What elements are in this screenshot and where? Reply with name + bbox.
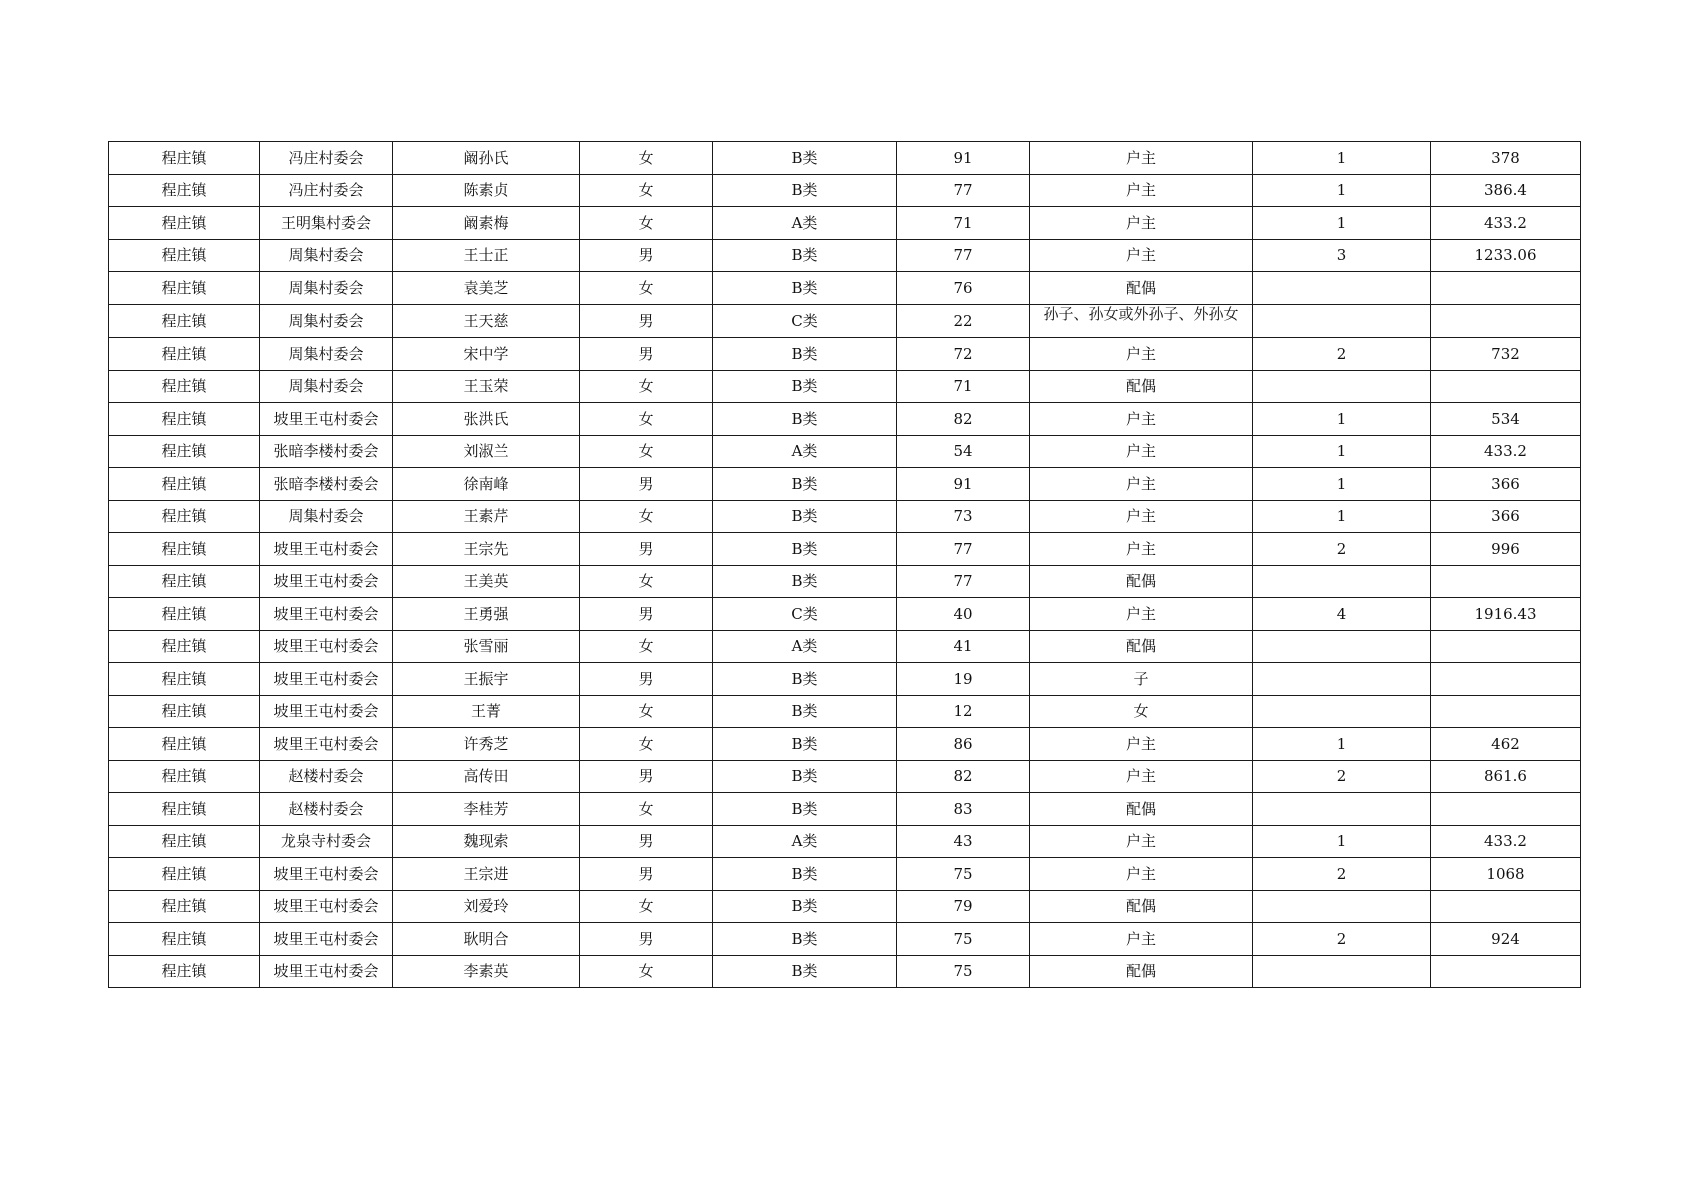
relation-cell: 配偶 [1030, 890, 1253, 923]
gender-cell: 女 [580, 403, 713, 436]
category-cell: B类 [713, 468, 897, 501]
gender-cell: 女 [580, 272, 713, 305]
category-cell: C类 [713, 304, 897, 338]
category-cell: B类 [713, 695, 897, 728]
gender-cell: 女 [580, 955, 713, 988]
village-committee-cell: 张暗李楼村委会 [260, 468, 393, 501]
village-committee-cell: 坡里王屯村委会 [260, 403, 393, 436]
gender-cell: 女 [580, 207, 713, 240]
village-committee-cell: 坡里王屯村委会 [260, 890, 393, 923]
category-cell: B类 [713, 858, 897, 891]
roster-table-container [108, 141, 1580, 988]
table-row [109, 338, 1581, 371]
age-cell: 54 [897, 435, 1030, 468]
gender-cell: 女 [580, 500, 713, 533]
town-cell: 程庄镇 [109, 890, 260, 923]
household-size-cell: 3 [1253, 239, 1431, 272]
category-cell: A类 [713, 630, 897, 663]
category-cell: B类 [713, 239, 897, 272]
household-size-cell: 2 [1253, 533, 1431, 566]
amount-cell [1431, 565, 1581, 598]
name-cell: 王宗先 [393, 533, 580, 566]
relation-cell: 户主 [1030, 239, 1253, 272]
name-cell: 耿明合 [393, 923, 580, 956]
table-row [109, 500, 1581, 533]
age-cell: 77 [897, 565, 1030, 598]
relation-cell: 户主 [1030, 142, 1253, 175]
relation-cell: 户主 [1030, 207, 1253, 240]
category-cell: B类 [713, 500, 897, 533]
town-cell: 程庄镇 [109, 955, 260, 988]
gender-cell: 女 [580, 174, 713, 207]
age-cell: 12 [897, 695, 1030, 728]
age-cell: 75 [897, 923, 1030, 956]
name-cell: 王素芹 [393, 500, 580, 533]
household-size-cell: 1 [1253, 825, 1431, 858]
age-cell: 41 [897, 630, 1030, 663]
gender-cell: 女 [580, 890, 713, 923]
category-cell: B类 [713, 760, 897, 793]
table-row [109, 663, 1581, 696]
table-row [109, 142, 1581, 175]
relation-cell: 配偶 [1030, 272, 1253, 305]
category-cell: A类 [713, 207, 897, 240]
gender-cell: 男 [580, 598, 713, 631]
village-committee-cell: 坡里王屯村委会 [260, 728, 393, 761]
name-cell: 王玉荣 [393, 370, 580, 403]
relation-cell: 户主 [1030, 435, 1253, 468]
village-committee-cell: 张暗李楼村委会 [260, 435, 393, 468]
name-cell: 高传田 [393, 760, 580, 793]
amount-cell: 996 [1431, 533, 1581, 566]
age-cell: 75 [897, 858, 1030, 891]
village-committee-cell: 冯庄村委会 [260, 142, 393, 175]
household-size-cell: 1 [1253, 728, 1431, 761]
table-row [109, 923, 1581, 956]
household-size-cell [1253, 272, 1431, 305]
name-cell: 袁美芝 [393, 272, 580, 305]
household-size-cell [1253, 630, 1431, 663]
relation-cell: 配偶 [1030, 630, 1253, 663]
gender-cell: 女 [580, 142, 713, 175]
gender-cell: 女 [580, 630, 713, 663]
town-cell: 程庄镇 [109, 695, 260, 728]
amount-cell: 433.2 [1431, 435, 1581, 468]
category-cell: B类 [713, 565, 897, 598]
town-cell: 程庄镇 [109, 403, 260, 436]
amount-cell: 1916.43 [1431, 598, 1581, 631]
household-size-cell [1253, 565, 1431, 598]
household-size-cell: 2 [1253, 338, 1431, 371]
amount-cell: 433.2 [1431, 207, 1581, 240]
name-cell: 王天慈 [393, 304, 580, 338]
town-cell: 程庄镇 [109, 858, 260, 891]
amount-cell: 534 [1431, 403, 1581, 436]
name-cell: 魏现索 [393, 825, 580, 858]
household-size-cell: 1 [1253, 174, 1431, 207]
category-cell: B类 [713, 142, 897, 175]
category-cell: B类 [713, 890, 897, 923]
relation-cell: 户主 [1030, 468, 1253, 501]
village-committee-cell: 赵楼村委会 [260, 760, 393, 793]
household-size-cell [1253, 663, 1431, 696]
table-row [109, 955, 1581, 988]
village-committee-cell: 坡里王屯村委会 [260, 598, 393, 631]
amount-cell: 462 [1431, 728, 1581, 761]
relation-cell: 户主 [1030, 500, 1253, 533]
name-cell: 许秀芝 [393, 728, 580, 761]
table-row [109, 858, 1581, 891]
household-size-cell: 1 [1253, 435, 1431, 468]
relation-cell: 子 [1030, 663, 1253, 696]
household-size-cell [1253, 890, 1431, 923]
household-size-cell: 2 [1253, 923, 1431, 956]
table-row [109, 370, 1581, 403]
relation-cell: 户主 [1030, 760, 1253, 793]
village-committee-cell: 冯庄村委会 [260, 174, 393, 207]
table-row [109, 728, 1581, 761]
category-cell: B类 [713, 403, 897, 436]
amount-cell: 366 [1431, 468, 1581, 501]
village-committee-cell: 坡里王屯村委会 [260, 955, 393, 988]
name-cell: 张雪丽 [393, 630, 580, 663]
household-size-cell [1253, 955, 1431, 988]
gender-cell: 女 [580, 435, 713, 468]
town-cell: 程庄镇 [109, 272, 260, 305]
amount-cell: 433.2 [1431, 825, 1581, 858]
category-cell: A类 [713, 825, 897, 858]
gender-cell: 女 [580, 565, 713, 598]
gender-cell: 男 [580, 239, 713, 272]
gender-cell: 女 [580, 728, 713, 761]
category-cell: B类 [713, 793, 897, 826]
age-cell: 71 [897, 370, 1030, 403]
village-committee-cell: 周集村委会 [260, 272, 393, 305]
relation-cell: 户主 [1030, 858, 1253, 891]
gender-cell: 男 [580, 825, 713, 858]
gender-cell: 女 [580, 793, 713, 826]
town-cell: 程庄镇 [109, 500, 260, 533]
gender-cell: 男 [580, 468, 713, 501]
age-cell: 77 [897, 174, 1030, 207]
household-size-cell: 1 [1253, 403, 1431, 436]
household-size-cell: 1 [1253, 142, 1431, 175]
table-row [109, 565, 1581, 598]
gender-cell: 男 [580, 923, 713, 956]
relation-cell: 配偶 [1030, 793, 1253, 826]
relation-cell: 配偶 [1030, 565, 1253, 598]
village-committee-cell: 坡里王屯村委会 [260, 533, 393, 566]
household-size-cell [1253, 695, 1431, 728]
gender-cell: 男 [580, 338, 713, 371]
relation-cell: 户主 [1030, 174, 1253, 207]
amount-cell [1431, 630, 1581, 663]
roster-table [108, 141, 1581, 988]
town-cell: 程庄镇 [109, 728, 260, 761]
town-cell: 程庄镇 [109, 663, 260, 696]
village-committee-cell: 周集村委会 [260, 500, 393, 533]
table-row [109, 825, 1581, 858]
table-row [109, 468, 1581, 501]
category-cell: B类 [713, 955, 897, 988]
gender-cell: 女 [580, 695, 713, 728]
name-cell: 李素英 [393, 955, 580, 988]
age-cell: 77 [897, 239, 1030, 272]
name-cell: 王士正 [393, 239, 580, 272]
town-cell: 程庄镇 [109, 239, 260, 272]
category-cell: B类 [713, 923, 897, 956]
amount-cell [1431, 955, 1581, 988]
household-size-cell: 1 [1253, 468, 1431, 501]
table-row [109, 695, 1581, 728]
relation-cell: 户主 [1030, 403, 1253, 436]
town-cell: 程庄镇 [109, 338, 260, 371]
town-cell: 程庄镇 [109, 565, 260, 598]
table-row [109, 174, 1581, 207]
age-cell: 82 [897, 403, 1030, 436]
gender-cell: 女 [580, 370, 713, 403]
table-row [109, 239, 1581, 272]
name-cell: 李桂芳 [393, 793, 580, 826]
name-cell: 宋中学 [393, 338, 580, 371]
table-row [109, 403, 1581, 436]
age-cell: 72 [897, 338, 1030, 371]
amount-cell: 366 [1431, 500, 1581, 533]
gender-cell: 男 [580, 663, 713, 696]
household-size-cell [1253, 370, 1431, 403]
relation-cell: 配偶 [1030, 370, 1253, 403]
relation-cell: 户主 [1030, 825, 1253, 858]
town-cell: 程庄镇 [109, 304, 260, 338]
age-cell: 86 [897, 728, 1030, 761]
name-cell: 王勇强 [393, 598, 580, 631]
town-cell: 程庄镇 [109, 598, 260, 631]
gender-cell: 男 [580, 304, 713, 338]
town-cell: 程庄镇 [109, 207, 260, 240]
village-committee-cell: 赵楼村委会 [260, 793, 393, 826]
age-cell: 73 [897, 500, 1030, 533]
age-cell: 77 [897, 533, 1030, 566]
table-row [109, 207, 1581, 240]
amount-cell [1431, 663, 1581, 696]
relation-cell: 户主 [1030, 533, 1253, 566]
table-row [109, 760, 1581, 793]
town-cell: 程庄镇 [109, 825, 260, 858]
name-cell: 张洪氏 [393, 403, 580, 436]
age-cell: 83 [897, 793, 1030, 826]
relation-cell: 配偶 [1030, 955, 1253, 988]
town-cell: 程庄镇 [109, 533, 260, 566]
category-cell: B类 [713, 533, 897, 566]
household-size-cell [1253, 793, 1431, 826]
age-cell: 91 [897, 142, 1030, 175]
name-cell: 陈素贞 [393, 174, 580, 207]
relation-cell: 孙子、孙女或外孙子、外孙女 [1030, 304, 1253, 338]
village-committee-cell: 龙泉寺村委会 [260, 825, 393, 858]
table-row [109, 272, 1581, 305]
village-committee-cell: 周集村委会 [260, 239, 393, 272]
village-committee-cell: 坡里王屯村委会 [260, 630, 393, 663]
age-cell: 79 [897, 890, 1030, 923]
name-cell: 徐南峰 [393, 468, 580, 501]
name-cell: 刘淑兰 [393, 435, 580, 468]
amount-cell [1431, 890, 1581, 923]
age-cell: 82 [897, 760, 1030, 793]
name-cell: 阚素梅 [393, 207, 580, 240]
relation-cell: 户主 [1030, 923, 1253, 956]
table-row [109, 533, 1581, 566]
amount-cell: 378 [1431, 142, 1581, 175]
relation-cell: 户主 [1030, 338, 1253, 371]
name-cell: 王美英 [393, 565, 580, 598]
category-cell: C类 [713, 598, 897, 631]
age-cell: 75 [897, 955, 1030, 988]
category-cell: B类 [713, 174, 897, 207]
relation-cell: 户主 [1030, 728, 1253, 761]
relation-cell: 女 [1030, 695, 1253, 728]
name-cell: 阚孙氏 [393, 142, 580, 175]
table-row [109, 598, 1581, 631]
age-cell: 22 [897, 304, 1030, 338]
amount-cell: 861.6 [1431, 760, 1581, 793]
town-cell: 程庄镇 [109, 142, 260, 175]
household-size-cell: 2 [1253, 760, 1431, 793]
town-cell: 程庄镇 [109, 174, 260, 207]
village-committee-cell: 坡里王屯村委会 [260, 663, 393, 696]
amount-cell: 1068 [1431, 858, 1581, 891]
table-row [109, 793, 1581, 826]
amount-cell: 386.4 [1431, 174, 1581, 207]
relation-cell: 户主 [1030, 598, 1253, 631]
amount-cell [1431, 304, 1581, 338]
town-cell: 程庄镇 [109, 435, 260, 468]
village-committee-cell: 周集村委会 [260, 370, 393, 403]
category-cell: B类 [713, 370, 897, 403]
category-cell: B类 [713, 663, 897, 696]
category-cell: B类 [713, 728, 897, 761]
household-size-cell: 1 [1253, 207, 1431, 240]
age-cell: 19 [897, 663, 1030, 696]
village-committee-cell: 坡里王屯村委会 [260, 565, 393, 598]
gender-cell: 男 [580, 858, 713, 891]
town-cell: 程庄镇 [109, 923, 260, 956]
amount-cell [1431, 695, 1581, 728]
age-cell: 91 [897, 468, 1030, 501]
household-size-cell: 1 [1253, 500, 1431, 533]
household-size-cell: 4 [1253, 598, 1431, 631]
household-size-cell: 2 [1253, 858, 1431, 891]
village-committee-cell: 坡里王屯村委会 [260, 858, 393, 891]
age-cell: 71 [897, 207, 1030, 240]
amount-cell: 924 [1431, 923, 1581, 956]
gender-cell: 男 [580, 760, 713, 793]
village-committee-cell: 周集村委会 [260, 338, 393, 371]
table-row [109, 630, 1581, 663]
gender-cell: 男 [580, 533, 713, 566]
amount-cell [1431, 370, 1581, 403]
roster-table-body [109, 142, 1581, 988]
table-row [109, 304, 1581, 338]
household-size-cell [1253, 304, 1431, 338]
age-cell: 43 [897, 825, 1030, 858]
town-cell: 程庄镇 [109, 793, 260, 826]
category-cell: B类 [713, 338, 897, 371]
amount-cell: 1233.06 [1431, 239, 1581, 272]
name-cell: 王振宇 [393, 663, 580, 696]
age-cell: 76 [897, 272, 1030, 305]
village-committee-cell: 坡里王屯村委会 [260, 695, 393, 728]
table-row [109, 890, 1581, 923]
table-row [109, 435, 1581, 468]
village-committee-cell: 周集村委会 [260, 304, 393, 338]
name-cell: 王菁 [393, 695, 580, 728]
amount-cell [1431, 272, 1581, 305]
name-cell: 王宗进 [393, 858, 580, 891]
town-cell: 程庄镇 [109, 370, 260, 403]
name-cell: 刘爱玲 [393, 890, 580, 923]
village-committee-cell: 王明集村委会 [260, 207, 393, 240]
category-cell: B类 [713, 272, 897, 305]
amount-cell [1431, 793, 1581, 826]
town-cell: 程庄镇 [109, 760, 260, 793]
age-cell: 40 [897, 598, 1030, 631]
category-cell: A类 [713, 435, 897, 468]
amount-cell: 732 [1431, 338, 1581, 371]
village-committee-cell: 坡里王屯村委会 [260, 923, 393, 956]
town-cell: 程庄镇 [109, 630, 260, 663]
town-cell: 程庄镇 [109, 468, 260, 501]
